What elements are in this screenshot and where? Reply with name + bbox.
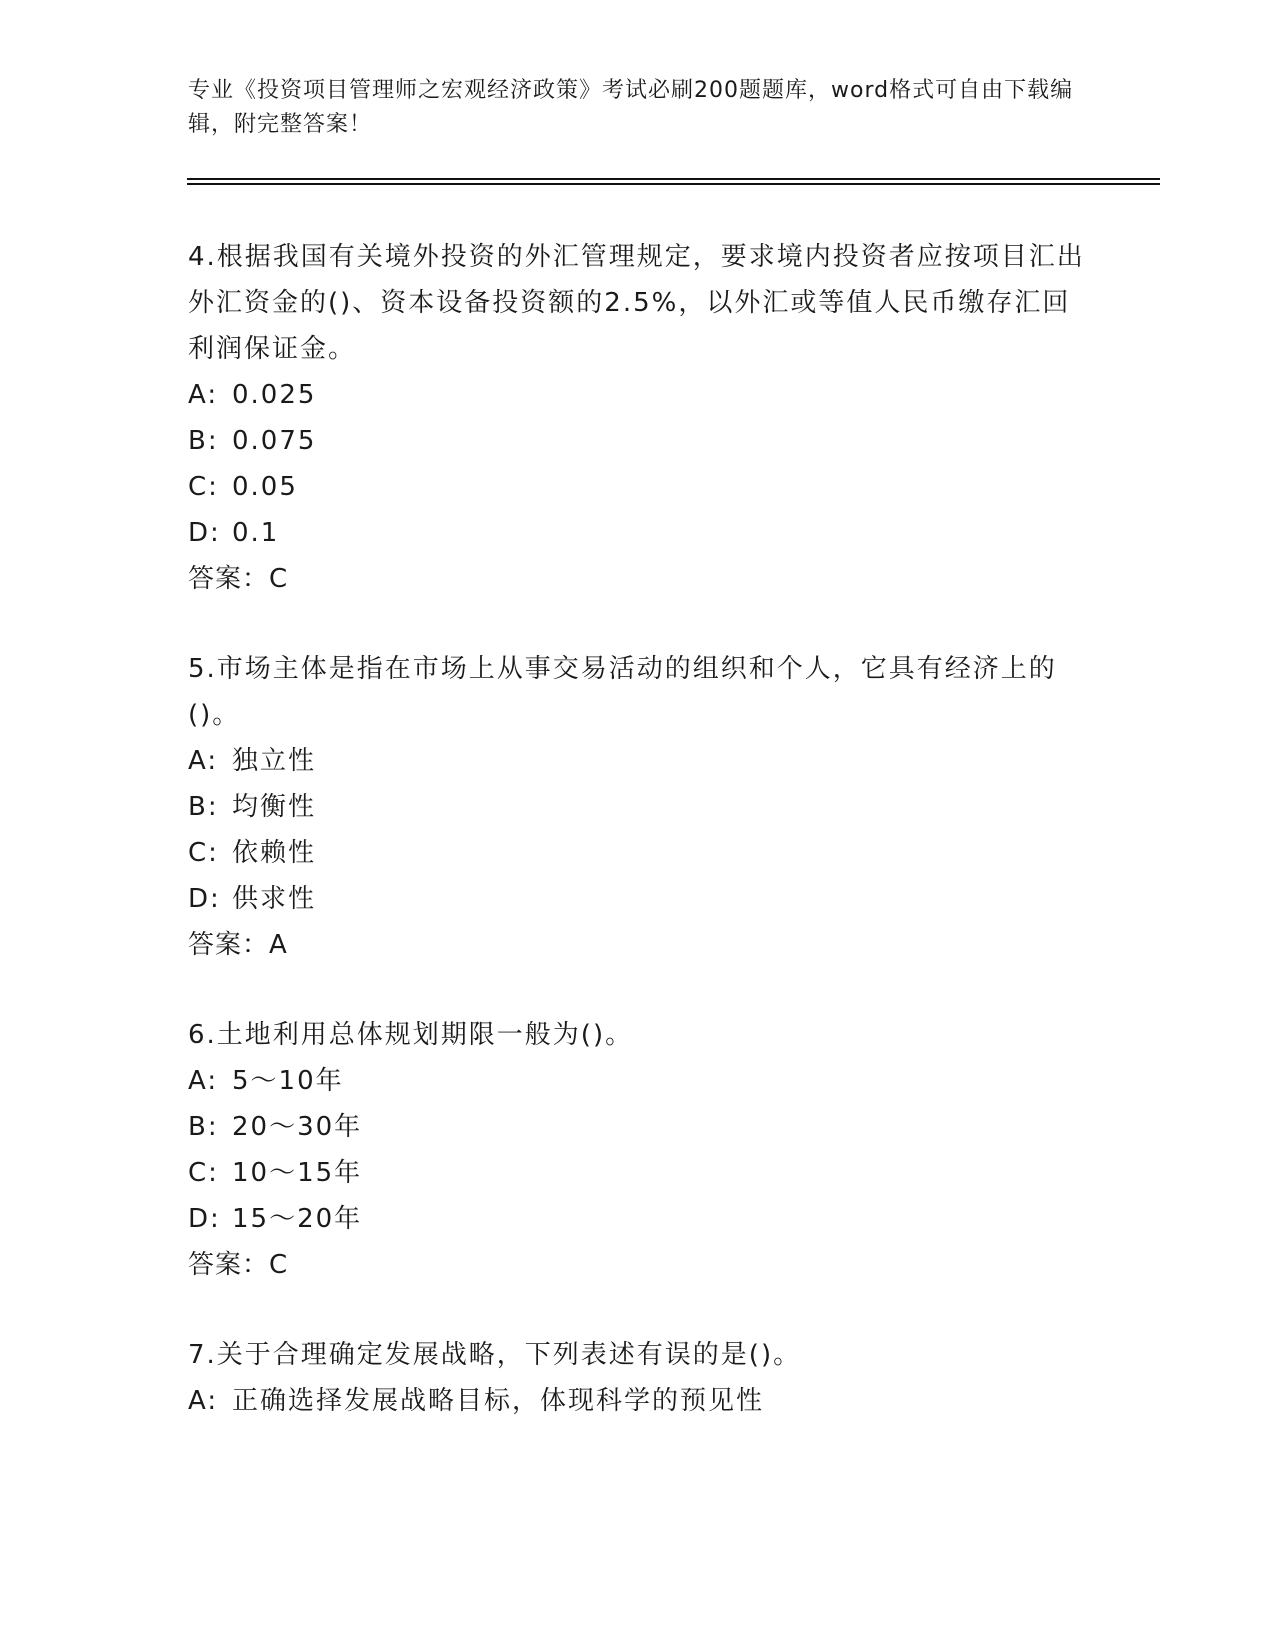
- option-text: 0.025: [232, 380, 317, 410]
- question-list: [188, 234, 1088, 1468]
- option-key: C:: [188, 1158, 219, 1188]
- question-stem: 4.根据我国有关境外投资的外汇管理规定，要求境内投资者应按项目汇出外汇资金的()、资本设备投资额的2.5%，以外汇或等值人民币缴存汇回利润保证金。: [188, 242, 1085, 364]
- option-a: [188, 372, 1088, 418]
- option-text: 20～30年: [232, 1112, 363, 1142]
- option-key: D:: [188, 1204, 221, 1234]
- option-key: A:: [188, 746, 219, 776]
- question-stem: 7.关于合理确定发展战略，下列表述有误的是()。: [188, 1340, 802, 1370]
- option-b: [188, 784, 1088, 830]
- question-4: [188, 234, 1088, 602]
- option-a: [188, 1058, 1088, 1104]
- option-b: [188, 418, 1088, 464]
- option-text: 0.075: [232, 426, 317, 456]
- option-text: 15～20年: [232, 1204, 363, 1234]
- answer-line: 答案：A: [188, 930, 288, 960]
- option-c: [188, 1150, 1088, 1196]
- option-text: 正确选择发展战略目标，体现科学的预见性: [232, 1386, 765, 1416]
- option-key: B:: [188, 426, 219, 456]
- header-divider-top: [187, 178, 1160, 180]
- option-d: [188, 876, 1088, 922]
- option-key: D:: [188, 518, 221, 548]
- option-text: 0.05: [232, 472, 298, 502]
- question-stem: 5.市场主体是指在市场上从事交易活动的组织和个人，它具有经济上的()。: [188, 654, 1057, 730]
- question-6: [188, 1012, 1088, 1288]
- option-text: 依赖性: [232, 838, 317, 868]
- question-5: [188, 646, 1088, 968]
- answer-line: 答案：C: [188, 1250, 289, 1280]
- answer-line: 答案：C: [188, 564, 289, 594]
- option-key: A:: [188, 380, 219, 410]
- option-a: [188, 1378, 1088, 1424]
- option-text: 0.1: [232, 518, 280, 548]
- option-d: [188, 1196, 1088, 1242]
- option-text: 独立性: [232, 746, 317, 776]
- option-key: B:: [188, 1112, 219, 1142]
- option-b: [188, 1104, 1088, 1150]
- header-divider-bottom: [187, 183, 1160, 185]
- option-text: 供求性: [232, 884, 317, 914]
- question-7: [188, 1332, 1088, 1424]
- option-text: 均衡性: [232, 792, 317, 822]
- question-stem: 6.土地利用总体规划期限一般为()。: [188, 1020, 634, 1050]
- option-text: 5～10年: [232, 1066, 344, 1096]
- option-key: D:: [188, 884, 221, 914]
- option-text: 10～15年: [232, 1158, 363, 1188]
- option-key: A:: [188, 1386, 219, 1416]
- option-key: C:: [188, 472, 219, 502]
- option-a: [188, 738, 1088, 784]
- option-key: A:: [188, 1066, 219, 1096]
- document-header: 专业《投资项目管理师之宏观经济政策》考试必刷200题题库，word格式可自由下载编辑，附完整答案！: [188, 78, 1074, 137]
- option-c: [188, 830, 1088, 876]
- option-key: B:: [188, 792, 219, 822]
- option-c: [188, 464, 1088, 510]
- option-key: C:: [188, 838, 219, 868]
- option-d: [188, 510, 1088, 556]
